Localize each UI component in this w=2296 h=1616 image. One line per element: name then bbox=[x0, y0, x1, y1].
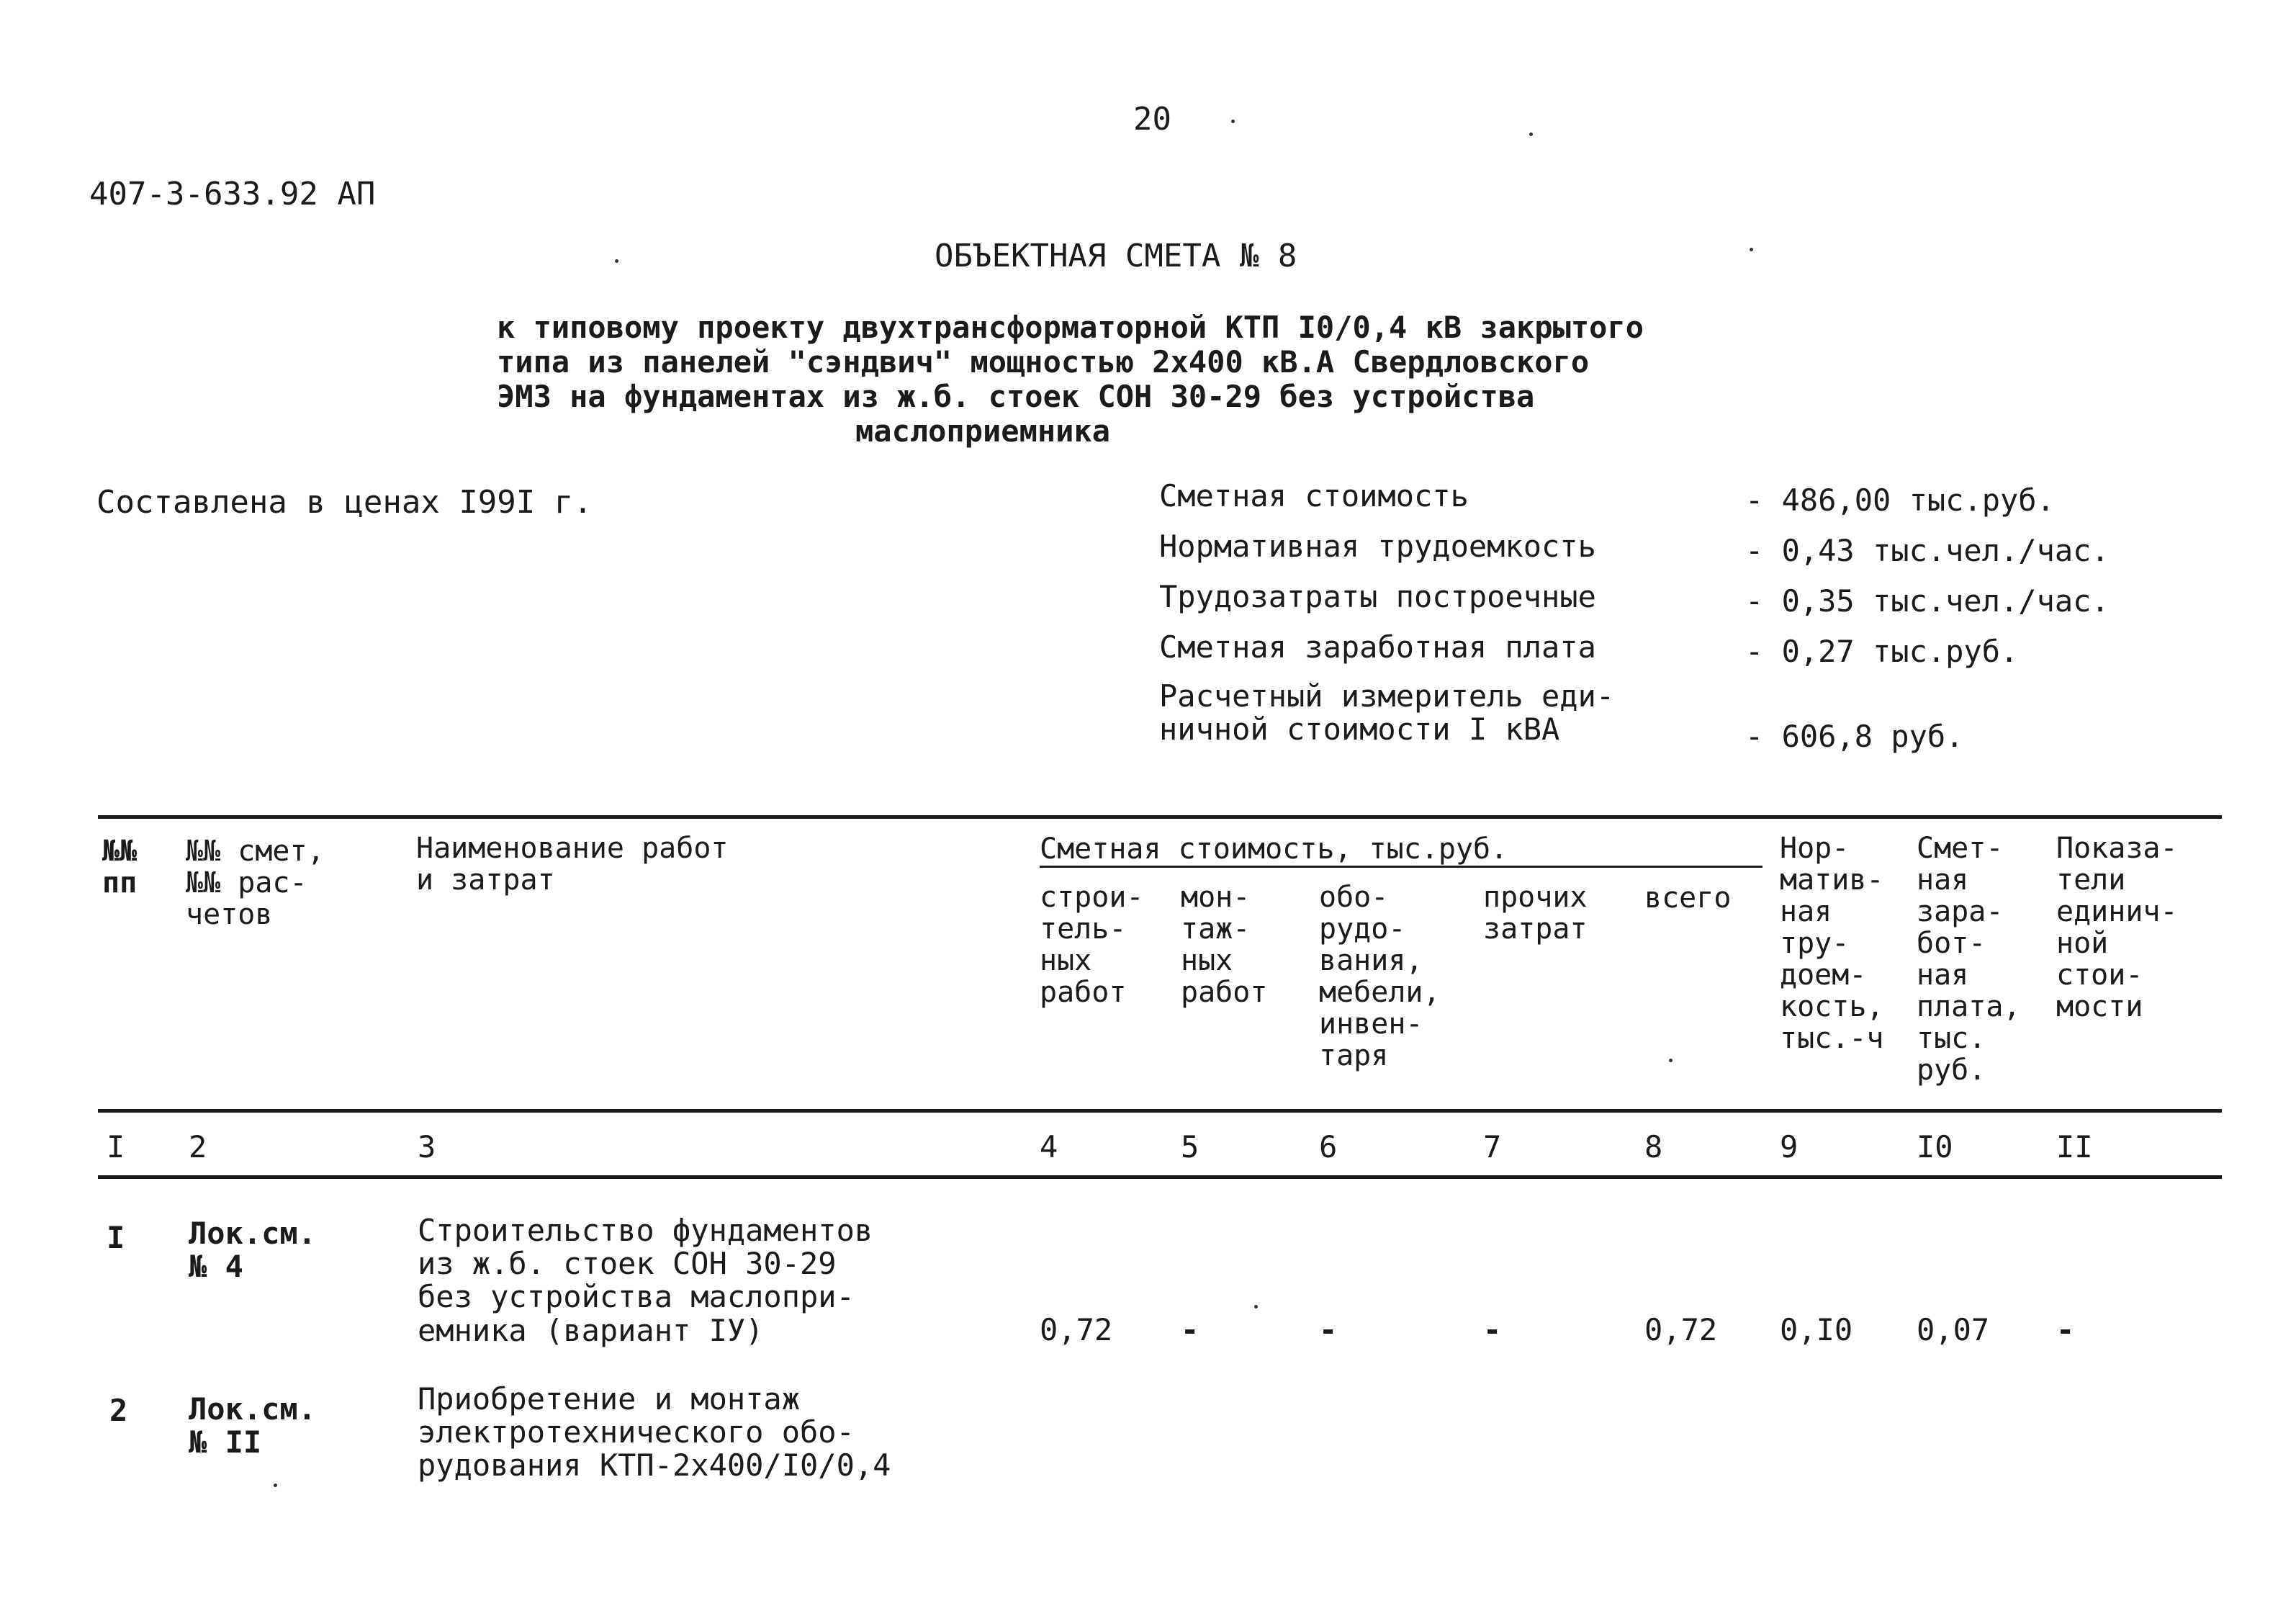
row1-work-name: Строительство фундаментов из ж.б. стоек СОН 30-29 без устройства маслопри- емника (вариант IУ) bbox=[418, 1213, 873, 1348]
summary-value-unit-cost: - 606,8 руб. bbox=[1745, 719, 1964, 754]
subtitle-line-3: ЭМЗ на фундаментах из ж.б. стоек СОН 30-29 без устройства bbox=[497, 379, 1535, 414]
header-total: всего bbox=[1644, 881, 1732, 915]
row1-estimate-ref: Лок.см. № 4 bbox=[189, 1216, 317, 1285]
row1-number: I bbox=[107, 1220, 125, 1255]
header-equipment: обо- рудо- вания, мебели, инвен- таря bbox=[1319, 881, 1441, 1072]
colnum-5: 5 bbox=[1181, 1129, 1199, 1164]
summary-value-wages: - 0,27 тыс.руб. bbox=[1745, 634, 2019, 669]
table-top-rule bbox=[98, 815, 2222, 819]
summary-value-labor: - 0,43 тыс.чел./час. bbox=[1745, 533, 2110, 568]
colnum-6: 6 bbox=[1319, 1129, 1338, 1164]
row1-other: - bbox=[1483, 1312, 1502, 1347]
colnum-1: I bbox=[107, 1129, 125, 1164]
row1-installation: - bbox=[1181, 1312, 1199, 1347]
summary-value-site-labor: - 0,35 тыс.чел./час. bbox=[1745, 583, 2110, 619]
scan-speck bbox=[1669, 1059, 1673, 1062]
row2-estimate-ref: Лок.см. № II bbox=[189, 1391, 317, 1460]
scan-speck bbox=[1231, 120, 1235, 123]
header-installation-works: мон- таж- ных работ bbox=[1181, 881, 1268, 1009]
summary-label-cost: Сметная стоимость bbox=[1159, 478, 1469, 513]
row1-unit-indicator: - bbox=[2056, 1312, 2075, 1347]
colnum-9: 9 bbox=[1780, 1129, 1798, 1164]
row2-work-name: Приобретение и монтаж электротехнического обо- рудования КТП-2х400/I0/0,4 bbox=[418, 1381, 891, 1483]
header-other-costs: прочих затрат bbox=[1483, 881, 1588, 946]
subtitle-line-1: к типовому проекту двухтрансформаторной КТП I0/0,4 кВ закрытого bbox=[497, 310, 1644, 345]
table-colnum-rule bbox=[98, 1175, 2222, 1179]
scan-speck bbox=[274, 1483, 277, 1487]
summary-label-unit-cost: Расчетный измеритель еди- ничной стоимости I кВА bbox=[1159, 678, 1615, 748]
colnum-8: 8 bbox=[1644, 1129, 1663, 1164]
header-work-name: Наименование работ и затрат bbox=[416, 832, 729, 897]
colnum-4: 4 bbox=[1040, 1129, 1058, 1164]
header-labor-intensity: Нор- матив- ная тру- доем- кость, тыс.-ч bbox=[1780, 832, 1884, 1055]
scan-speck bbox=[1529, 133, 1533, 136]
cost-group-underline bbox=[1040, 866, 1762, 868]
row1-wages: 0,07 bbox=[1917, 1312, 1990, 1347]
subtitle-line-2: типа из панелей "сэндвич" мощностью 2х400 кВ.А Свердловского bbox=[497, 344, 1590, 380]
scan-speck bbox=[1750, 248, 1753, 251]
summary-label-site-labor: Трудозатраты построечные bbox=[1159, 579, 1596, 614]
document-code: 407-3-633.92 АП bbox=[89, 176, 376, 212]
subtitle-line-4: маслоприемника bbox=[855, 413, 1111, 449]
colnum-2: 2 bbox=[189, 1129, 207, 1164]
colnum-3: 3 bbox=[418, 1129, 436, 1164]
header-cost-group: Сметная стоимость, тыс.руб. bbox=[1040, 832, 1508, 866]
summary-value-cost: - 486,00 тыс.руб. bbox=[1745, 482, 2055, 518]
table-header-rule bbox=[98, 1109, 2222, 1113]
row1-equipment: - bbox=[1319, 1312, 1338, 1347]
prices-note: Составлена в ценах I99I г. bbox=[96, 484, 593, 521]
header-wages: Смет- ная зара- бот- ная плата, тыс. руб. bbox=[1917, 832, 2021, 1087]
header-unit-indicators: Показа- тели единич- ной стои- мости bbox=[2056, 832, 2178, 1023]
header-construction-works: строи- тель- ных работ bbox=[1040, 881, 1144, 1009]
row1-labor-intensity: 0,I0 bbox=[1780, 1312, 1853, 1347]
summary-label-labor: Нормативная трудоемкость bbox=[1159, 529, 1596, 564]
scan-speck bbox=[1254, 1305, 1258, 1308]
colnum-7: 7 bbox=[1483, 1129, 1502, 1164]
colnum-11: II bbox=[2056, 1129, 2093, 1164]
document-title: ОБЪЕКТНАЯ СМЕТА № 8 bbox=[935, 238, 1297, 274]
header-item-number: №№ пп bbox=[102, 835, 138, 899]
scan-speck bbox=[615, 259, 618, 263]
colnum-10: I0 bbox=[1917, 1129, 1953, 1164]
page-number: 20 bbox=[1133, 101, 1171, 138]
row2-number: 2 bbox=[109, 1393, 128, 1428]
row1-total: 0,72 bbox=[1644, 1312, 1718, 1347]
row1-construction: 0,72 bbox=[1040, 1312, 1113, 1347]
summary-label-wages: Сметная заработная плата bbox=[1159, 629, 1596, 665]
header-estimate-number: №№ смет, №№ рас- четов bbox=[186, 835, 325, 931]
